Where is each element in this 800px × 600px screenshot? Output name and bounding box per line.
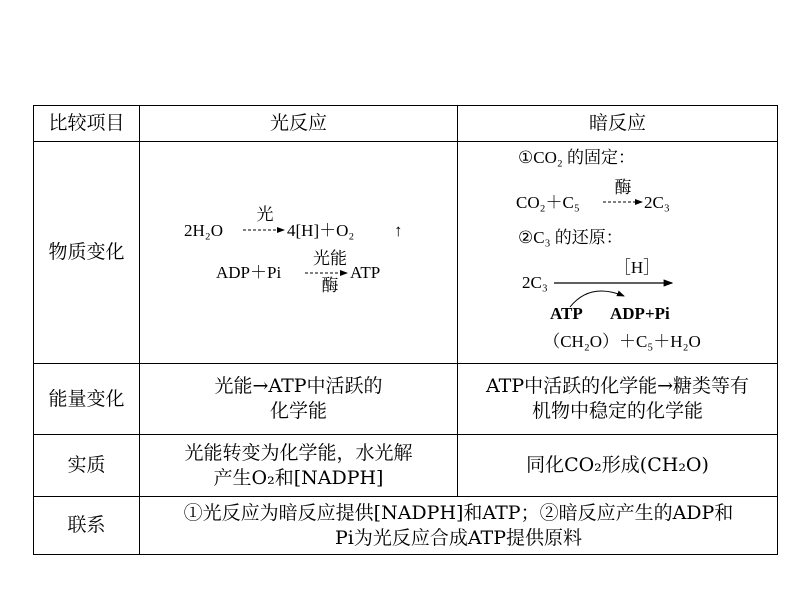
essence-light-line1: 光能转变为化学能，水光解 [184, 441, 413, 464]
relation-line2: Pi为光反应合成ATP提供原料 [334, 526, 582, 549]
light-eq2-reactants: ADP＋Pi [216, 263, 282, 282]
dark-equations-diagram [462, 142, 782, 356]
header-dark-reaction: 暗反应 [458, 106, 778, 142]
light-eq2-product: ATP [350, 263, 381, 282]
dark-step1-product: 2C₃ [644, 193, 670, 212]
relation-content [140, 497, 778, 555]
light-eq1-products: 4[H]＋O₂ [287, 221, 355, 240]
light-eq2-condition-bottom: 酶 [321, 276, 339, 295]
light-material-equations [140, 142, 458, 364]
gas-arrow-icon: ↑ [394, 221, 403, 240]
energy-light-line2: 化学能 [269, 400, 327, 422]
comparison-table [33, 105, 778, 555]
light-eq1-reactant: 2H₂O [184, 221, 223, 240]
energy-change-light [140, 364, 458, 435]
relation-label: 联系 [34, 497, 140, 555]
light-eq2-condition-top: 光能 [313, 249, 347, 268]
dark-step1-reactants: CO₂＋C₅ [516, 193, 580, 212]
material-change-row [34, 142, 778, 364]
essence-row [34, 435, 778, 497]
essence-dark: 同化CO₂形成(CH₂O) [458, 435, 778, 497]
relation-line1: ①光反应为暗反应提供[NADPH]和ATP；②暗反应产生的ADP和 [183, 501, 734, 524]
energy-light-line1: 光能→ATP中活跃的 [214, 375, 383, 397]
dark-step2-adp-pi: ADP+Pi [610, 304, 670, 323]
relation-row [34, 497, 778, 555]
energy-dark-line2: 机物中稳定的化学能 [531, 400, 703, 422]
material-change-label: 物质变化 [34, 142, 140, 364]
essence-label: 实质 [34, 435, 140, 497]
dark-step2-title: ②C₃ 的还原： [518, 228, 623, 247]
header-light-reaction: 光反应 [140, 106, 458, 142]
energy-change-row [34, 364, 778, 435]
essence-light-line2: 产生O₂和[NADPH] [213, 466, 384, 489]
dark-step1-condition: 酶 [614, 178, 632, 197]
dark-step2-hydrogen: ［H］ [613, 258, 661, 277]
energy-change-label: 能量变化 [34, 364, 140, 435]
dark-step2-reactant: 2C₃ [522, 273, 548, 292]
energy-change-dark [458, 364, 778, 435]
energy-dark-line1: ATP中活跃的化学能→糖类等有 [485, 375, 750, 397]
header-row [34, 106, 778, 142]
light-eq1-condition: 光 [256, 205, 274, 224]
header-item: 比较项目 [34, 106, 140, 142]
dark-step1-title: ①CO₂ 的固定： [518, 148, 636, 167]
essence-light [140, 435, 458, 497]
dark-step2-products: （CH₂O）＋C₅＋H₂O [543, 332, 701, 351]
dark-step2-atp: ATP [550, 304, 583, 323]
dark-material-equations [458, 142, 778, 364]
light-equations-diagram [144, 142, 462, 356]
